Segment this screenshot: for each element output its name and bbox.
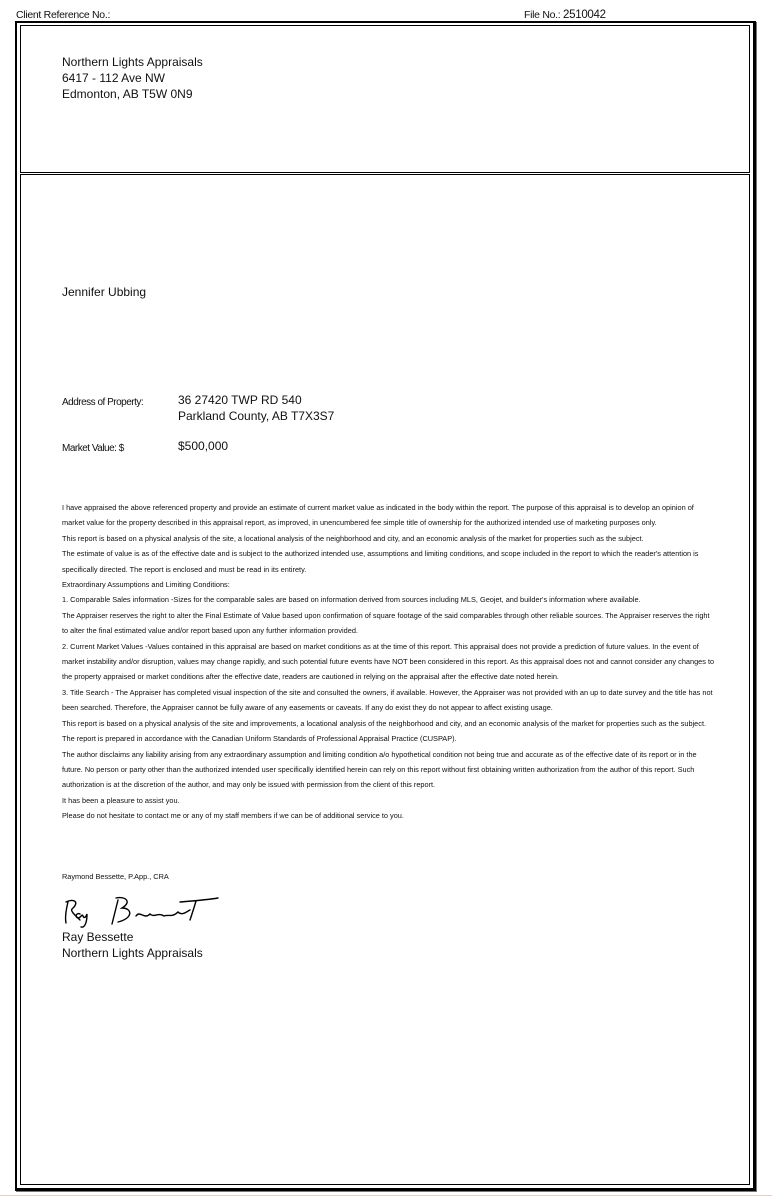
paragraph: I have appraised the above referenced property and provide an estimate of current market value as indicated in the body within the report. The purpose of this appraisal is to develop an opinion of market value for the property described in this appraisal report, as improved, in unencumbered fee simple title of ownership for the authorized intended use of marketing purposes only.: [62, 503, 694, 528]
signature-image: [60, 892, 220, 930]
signoff-credentials: Raymond Bessette, P.App., CRA: [62, 872, 169, 881]
paragraph: 1. Comparable Sales information -Sizes for the comparable sales are based on information derived from sources including MLS, Geojet, and builder's information where available.: [62, 595, 641, 605]
paragraph: It has been a pleasure to assist you.: [62, 795, 180, 805]
paragraph: Extraordinary Assumptions and Limiting Conditions:: [62, 580, 230, 590]
signer-name: Ray Bessette: [62, 930, 134, 944]
sender-company: Northern Lights Appraisals: [62, 55, 203, 69]
market-value: $500,000: [178, 439, 229, 453]
file-no-label: File No.:: [524, 9, 561, 21]
sender-address: [62, 54, 203, 102]
paragraph: 2. Current Market Values -Values contained in this appraisal are based on market conditions as at the time of this report. This appraisal does not provide a prediction of future values. In the event of market instability and/or disruption, values may change rapidly, and such potential future events have NOT been considered in this report. As this appraisal does not and cannot consider any changes to the property appraised or market conditions after the effective date, readers are cautioned in relying on the appraisal after the effective date noted herein.: [62, 641, 715, 682]
file-no: [524, 9, 606, 21]
file-no-value: 2510042: [563, 9, 606, 21]
paragraph: Please do not hesitate to contact me or any of my staff members if we can be of additional service to you.: [62, 811, 404, 821]
address-line1: 36 27420 TWP RD 540: [178, 393, 302, 407]
paragraph: This report is based on a physical analysis of the site, a locational analysis of the neighborhood and city, and an economic analysis of the market for properties such as the subject.: [62, 533, 644, 543]
sender-street: 6417 - 112 Ave NW: [62, 71, 165, 85]
market-value-label: Market Value: $: [62, 443, 124, 454]
address-line2: Parkland County, AB T7X3S7: [178, 409, 335, 423]
paragraph: The author disclaims any liability arising from any extraordinary assumption and limiting condition a/o hypothetical condition not being true and accurate as of the effective date of its report or in the future. No person or party other than the authorized intended user specifically identified herein can rely on this report without first obtaining written authorization from the author of this report. Such authorization is at the discretion of the author, and may only be issued with permission from the client of this report.: [62, 749, 697, 790]
paragraph: This report is based on a physical analysis of the site and improvements, a locational analysis of the neighborhood and city, and an economic analysis of the market for properties such as the subject. The report is prepared in accordance with the Canadian Uniform Standards of Professional Appraisal Practice (CUSPAP).: [62, 718, 707, 744]
paragraph: The Appraiser reserves the right to alter the Final Estimate of Value based upon confirmation of square footage of the said comparables through other reliable sources. The Appraiser reserves the right to alter the final estimated value and/or report based upon any further information provided.: [62, 610, 710, 636]
property-address: [178, 392, 334, 424]
recipient-name: Jennifer Ubbing: [62, 285, 147, 299]
sender-city: Edmonton, AB T5W 0N9: [62, 87, 193, 101]
signature-block: [62, 929, 203, 961]
letter-body: [62, 500, 717, 824]
client-reference-label: Client Reference No.:: [16, 9, 111, 21]
address-label: Address of Property:: [62, 397, 144, 408]
paragraph: 3. Title Search - The Appraiser has completed visual inspection of the site and consulted the owners, if available. However, the Appraiser was not provided with an up to date survey and the title has not been searched. Therefore, the Appraiser cannot be fully aware of any easements or caveats. If any do exist they do not appear to affect existing usage.: [62, 687, 713, 713]
signer-company: Northern Lights Appraisals: [62, 946, 203, 960]
page-bottom-divider: [0, 1195, 772, 1196]
paragraph: The estimate of value is as of the effective date and is subject to the authorized intended use, assumptions and limiting conditions, and scope included in the report to which the reader's attention is specifically directed. The report is enclosed and must be read in its entirety.: [62, 549, 699, 574]
